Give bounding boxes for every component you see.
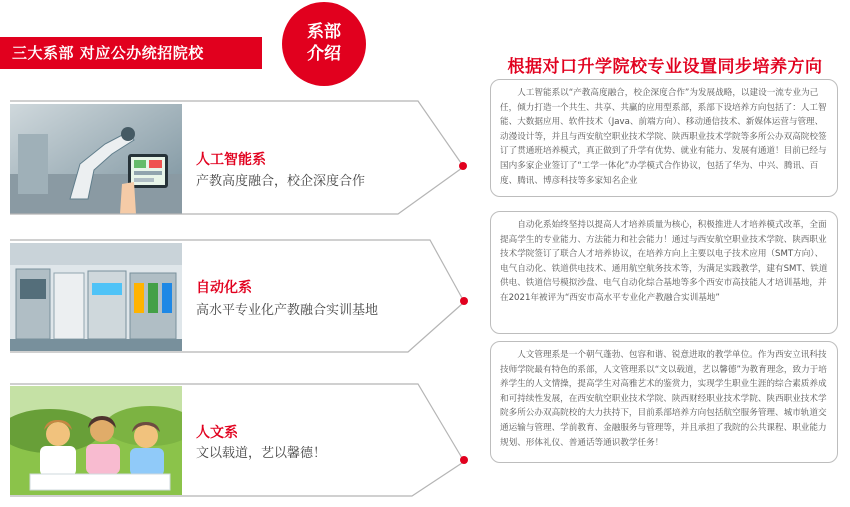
automation-department-tagline: 高水平专业化产教融合实训基地	[196, 303, 379, 318]
ai-connector-dot	[459, 162, 467, 170]
automation-connector	[10, 240, 462, 298]
badge-line-1: 系部	[307, 22, 341, 42]
ai-description-panel: 人工智能系以“产教高度融合，校企深度合作”为发展战略，以建设一流专业为己任，倾力打造一个共生、共享、共赢的应用型系部，系部下设培养方向包括了：人工智能、大数据应用、软件技术（Java、前端方向）、移动通信技术、新媒体运营与管理、动漫设计等，并且与西安航空职业技术学院、陕西职业技术学院等多所公办双高院校签订了贯通班培养模式，真正做到了升学有优势、就业有能力、发展有通道！目前已经与国内多家企业签订了“工学一体化”办学模式合作协议，包括了华为、中兴、腾讯、百度、腾讯、博彦科技等多家知名企业	[490, 79, 838, 197]
automation-connector-bottom	[10, 304, 462, 352]
automation-department-name: 自动化系	[196, 280, 252, 296]
ai-department-name: 人工智能系	[196, 152, 266, 168]
badge-line-2: 介绍	[307, 44, 341, 64]
automation-connector-dot	[460, 297, 468, 305]
humanities-department-name: 人文系	[196, 425, 238, 441]
humanities-department-tagline: 文以载道，艺以馨德！	[196, 446, 327, 461]
humanities-connector-dot	[460, 456, 468, 464]
humanities-connector	[10, 384, 462, 458]
humanities-description-panel: 人文管理系是一个朝气蓬勃、包容和谐、锐意进取的教学单位。作为西安立讯科技技师学院最有特色的系部，人文管理系以“文以载道，艺以馨德”为教育理念，致力于培养学生的人文情操，提高学生对高雅艺术的鉴赏力，实现学生职业生涯的综合素质养成和可持续性发展，在西安航空职业技术学院、陕西财经职业技术学院、陕西职业技术学院多所公办双高院校的大力扶持下，目前系部培养方向包括航空服务管理、城市轨道交通运输与管理、学前教育、金融服务与管理等，并且承担了我院的公共课程、职业能力规划、形体礼仪、普通话等通识教学任务！	[490, 341, 838, 463]
ai-department-tagline: 产教高度融合，校企深度合作	[196, 174, 366, 189]
section-banner: 三大系部 对应公办统招院校	[0, 37, 262, 69]
humanities-connector-bottom	[10, 463, 462, 496]
ai-connector-bottom	[10, 168, 462, 214]
automation-description-panel: 自动化系始终坚持以提高人才培养质量为核心，积极推进人才培养模式改革，全面提高学生的专业能力、方法能力和社会能力！通过与西安航空职业技术学院、陕西职业技术学院签订了联合人才培养协议，在培养方向上主要以电子技术应用（SMT方向）、电气自动化、铁道供电技术、通用航空航务技术等，为满足实践教学，建有SMT、铁道供电、铁道信号模拟沙盘、电气自动化综合基地等多个西安市高技能人才培训基地，并在2021年被评为“西安市高水平专业化产教融合实训基地”	[490, 211, 838, 334]
ai-connector	[10, 101, 461, 163]
page-headline: 根据对口升学院校专业设置同步培养方向	[507, 57, 823, 77]
